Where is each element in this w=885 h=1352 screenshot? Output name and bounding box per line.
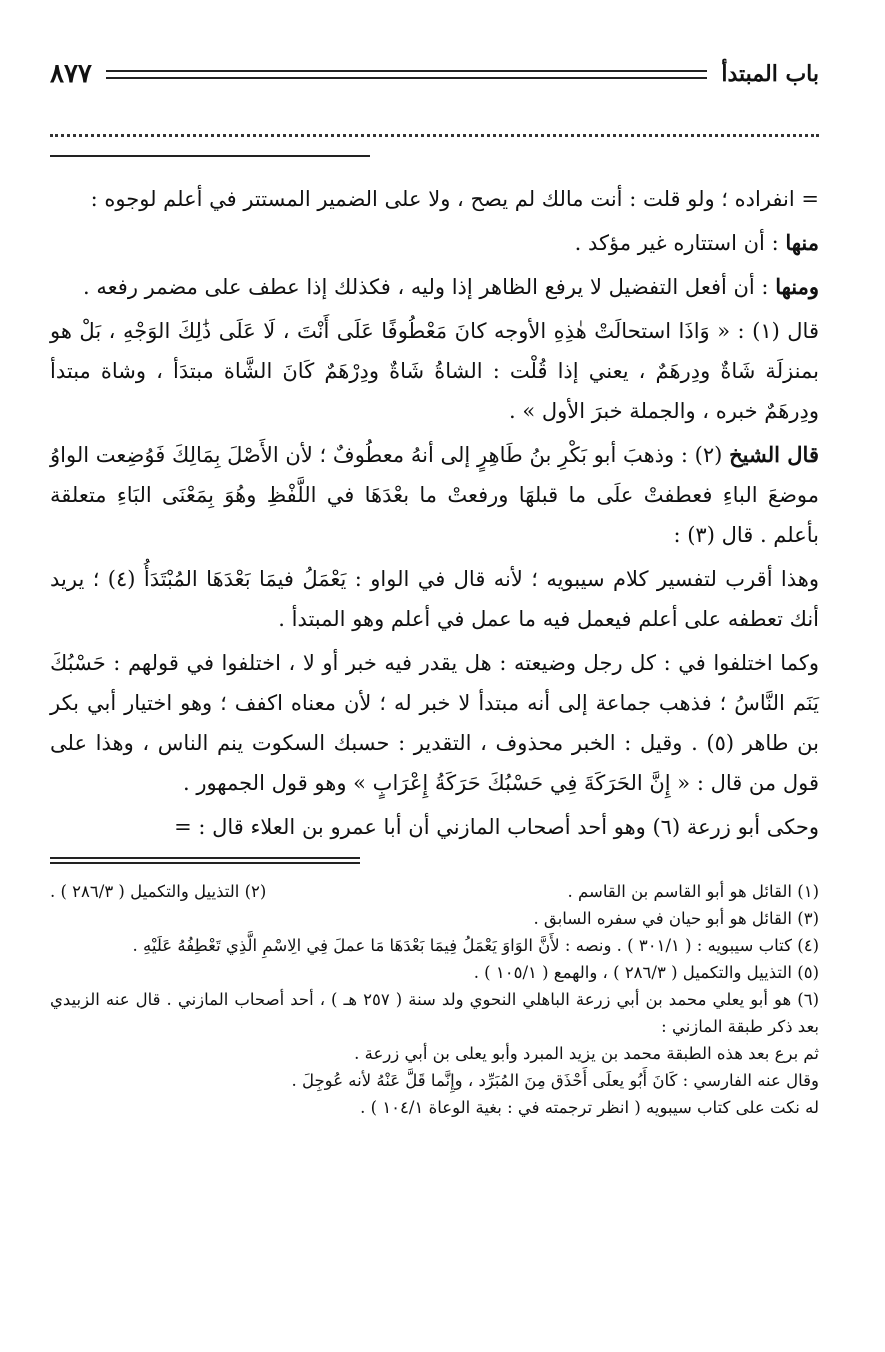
footnote-3: (٣) القائل هو أبو حيان في سفره السابق .: [533, 909, 819, 928]
short-rule-wrap: [50, 155, 819, 157]
footnotes: [50, 878, 819, 1121]
header-rule: [106, 70, 707, 79]
footnote-row-1-2: [50, 878, 819, 905]
footnote-6-quote-1: ثم برع بعد هذه الطبقة محمد بن يزيد المبرد وأبو يعلى بن أبي زرعة .: [354, 1044, 819, 1063]
footnote-4: (٤) كتاب سيبويه : ( ٣٠١/١ ) . ونصه : لأَنَّ الوَاوَ يَعْمَلُ فِيمَا بَعْدَهَا مَا عملَ فِي الِاسْمِ الَّذِي تَعْطِفُهُ عَلَيْهِ .: [132, 936, 819, 955]
paragraph-2-label: منها: [785, 230, 819, 255]
footnote-5: (٥) التذييل والتكميل ( ٢٨٦/٣ ) ، والهمع ( ١٠٥/١ ) .: [473, 963, 819, 982]
paragraph-5: [50, 435, 819, 555]
paragraph-3: [50, 267, 819, 307]
paragraph-8: وحكى أبو زرعة (٦) وهو أحد أصحاب المازني أن أبا عمرو بن العلاء قال : =: [174, 815, 819, 839]
paragraph-1: = انفراده ؛ ولو قلت : أنت مالك لم يصح ، ولا على الضمير المستتر في أعلم لوجوه :: [90, 187, 819, 211]
paragraph-3-label: ومنها: [775, 274, 819, 299]
footnote-1: (١) القائل هو أبو القاسم بن القاسم .: [567, 882, 819, 901]
page: [50, 52, 819, 1312]
paragraph-5-label: قال الشيخ: [729, 442, 819, 467]
short-rule: [50, 155, 370, 157]
dotted-separator: [50, 124, 819, 137]
footnote-6-end: له نكت على كتاب سيبويه ( انظر ترجمته في : بغية الوعاة ١٠٤/١ ) .: [360, 1098, 819, 1117]
chapter-title: باب المبتدأ: [721, 61, 819, 87]
paragraph-2-text: : أن استتاره غير مؤكد .: [574, 231, 786, 255]
footnote-2: (٢) التذييل والتكميل ( ٢٨٦/٣ ) .: [50, 882, 267, 901]
paragraph-5-text: (٢) : وذهبَ أبو بَكْرِ بنُ طَاهِرٍ إلى أنهُ معطُوفٌ ؛ لأن الأَصْلَ بِمَالِكَ فَوُضِعت الواوُ موضعَ الباءِ فعطفتْ علَى ما قبلهَا ورفعتْ ما بعْدَهَا في اللَّفْظِ وهُوَ بِمَعْنَى البَاءِ متعلقة بأعلم . قال (٣) :: [50, 443, 819, 547]
footnote-6-quote-2: وقال عنه الفارسي : كَانَ أَبُو يعلَى أَحْذَق مِنَ المُبَرِّد ، وإِنَّما قَلَّ عَنْهُ لأنه عُوجِلَ .: [291, 1071, 819, 1090]
paragraph-2: [50, 223, 819, 263]
footnote-rule-2: [50, 862, 360, 864]
main-text: [50, 179, 819, 847]
footnote-rule-1: [50, 857, 360, 859]
page-header: [50, 52, 819, 96]
paragraph-3-text: : أن أفعل التفضيل لا يرفع الظاهر إذا وليه ، فكذلك إذا عطف على مضمر رفعه .: [83, 275, 776, 299]
paragraph-4: قال (١) : « وَاذَا استحالَتْ هٰذِهِ الأوجه كانَ مَعْطُوفًا عَلَى أَنْتَ ، لَا عَلَى ذَٰلِكَ الوَجْهِ ، بَلْ هو بمنزلَة شَاةٌ ودِرهَمٌ ، يعني إذا قُلْت : الشاةُ شَاةٌ ودِرْهَمٌ كَانَ الشَّاة مبتدَأ ، وشاة مبتدأ ودِرهَمٌ خبره ، والجملة خبرَ الأول » .: [50, 319, 819, 423]
paragraph-6: وهذا أقرب لتفسير كلام سيبويه ؛ لأنه قال في الواو : يَعْمَلُ فيمَا بَعْدَهَا المُبْتَدَأُ (٤) ؛ يريد أنك تعطفه على أعلم فيعمل فيه ما عمل في أعلم وهو المبتدأ .: [50, 567, 819, 631]
footnote-6: (٦) هو أبو يعلي محمد بن أبي زرعة الباهلي النحوي ولد سنة ( ٢٥٧ هـ ) ، أحد أصحاب المازني . قال عنه الزبيدي بعد ذكر طبقة المازني :: [50, 990, 820, 1036]
footnote-separator: [50, 857, 819, 864]
paragraph-7: وكما اختلفوا في : كل رجل وضيعته : هل يقدر فيه خبر أو لا ، اختلفوا في قولهم : حَسْبُكَ يَنَم النَّاسُ ؛ فذهب جماعة إلى أنه مبتدأ لا خبر له ؛ لأن معناه اكفف ؛ وهو اختيار أبي بكر بن طاهر (٥) . وقيل : الخبر محذوف ، التقدير : حسبك السكوت ينم الناس ، وهذا على قول من قال : « إِنَّ الحَرَكَةَ فِي حَسْبُكَ حَرَكَةُ إِعْرَابٍ » وهو قول الجمهور .: [50, 651, 819, 795]
page-number: ٨٧٧: [50, 59, 92, 89]
